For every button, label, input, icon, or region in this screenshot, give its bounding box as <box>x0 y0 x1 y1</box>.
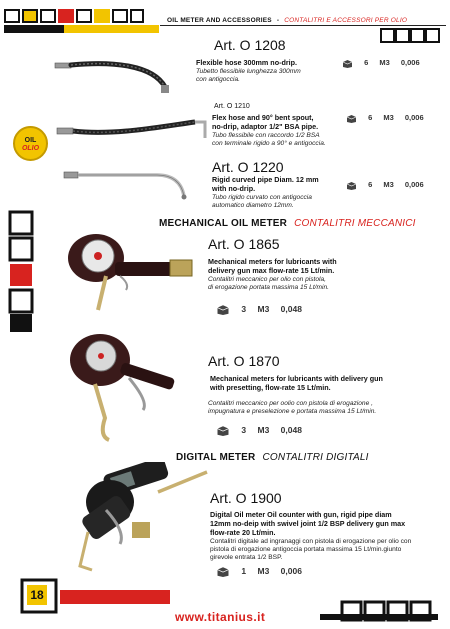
product-desc-en: no-drip, adaptor 1/2" BSA pipe. <box>212 122 319 131</box>
header-separator: - <box>276 17 280 24</box>
side-decor-boxes <box>8 210 38 335</box>
product-image-o1865 <box>60 232 195 312</box>
product-image-o1220 <box>62 158 192 203</box>
product-desc-it: con antigoccia. <box>196 76 240 83</box>
spec-weight: 0,006 <box>404 180 424 189</box>
product-spec <box>216 425 302 436</box>
product-desc-en: flow-rate 20 Lt/min. <box>210 528 276 537</box>
box-icon <box>216 425 230 436</box>
product-image-o1870 <box>65 332 195 442</box>
spec-qty: 6 <box>364 58 369 67</box>
header-title <box>167 17 407 24</box>
product-desc-en: Mechanical meters for lubricants with <box>208 257 337 266</box>
product-spec <box>346 113 424 123</box>
product-code: Art. O 1900 <box>210 490 282 506</box>
product-desc-it: con terminale rigido a 90° e antigoccia. <box>212 140 326 147</box>
section-title-it: CONTALITRI MECCANICI <box>294 218 416 229</box>
product-desc-en: delivery gun max flow-rate 15 Lt/min. <box>208 266 335 275</box>
product-desc-it: Contalitri digitale ad ingranaggi con pistola di erogazione per olio con <box>210 538 412 545</box>
badge-line-it: OLIO <box>21 145 40 152</box>
box-icon <box>346 114 357 123</box>
footer-website-link[interactable]: www.titanius.it <box>175 610 266 624</box>
spec-qty: 1 <box>241 566 247 576</box>
header-title-en: OIL METER AND ACCESSORIES <box>167 17 272 24</box>
spec-weight: 0,048 <box>280 425 302 435</box>
product-code: Art. O 1865 <box>208 236 280 252</box>
product-desc-en: with no-drip. <box>212 184 256 193</box>
spec-unit: M3 <box>379 58 390 67</box>
spec-unit: M3 <box>257 425 270 435</box>
product-desc-it: automatico diametro 12mm. <box>212 202 294 209</box>
product-desc-it: Contalitri meccanico per olio con pistola, <box>208 276 327 283</box>
box-icon <box>342 59 353 68</box>
spec-unit: M3 <box>383 113 394 122</box>
footer-red-bar <box>60 590 170 604</box>
spec-qty: 3 <box>241 425 247 435</box>
spec-qty: 6 <box>368 180 373 189</box>
product-code: Art. O 1870 <box>208 353 280 369</box>
product-spec <box>216 566 302 577</box>
footer-black-bar <box>320 614 438 620</box>
product-desc-en: Flex hose and 90° bent spout, <box>212 113 314 122</box>
product-desc-it: Tubo flessibile con raccordo 1/2 BSA <box>212 132 320 139</box>
product-desc-it: di erogazione portata massima 15 Lt/min. <box>208 284 329 291</box>
badge-line-en: OIL <box>24 137 37 144</box>
product-desc-en: Flexible hose 300mm no-drip. <box>196 58 298 67</box>
box-icon <box>346 181 357 190</box>
section-title-en: DIGITAL METER <box>176 452 256 463</box>
spec-weight: 0,006 <box>400 58 420 67</box>
section-title-it: CONTALITRI DIGITALI <box>262 452 369 463</box>
spec-weight: 0,006 <box>280 566 302 576</box>
product-desc-it: Tubetto flessibile lunghezza 300mm <box>196 68 301 75</box>
spec-qty: 6 <box>368 113 373 122</box>
product-code: Art. O 1220 <box>212 159 284 175</box>
product-desc-en: Digital Oil meter Oil counter with gun, rigid pipe diam <box>210 510 392 519</box>
box-icon <box>216 304 230 315</box>
product-desc-it: girevole entrata 1/2 BSP. <box>210 554 283 561</box>
header-divider <box>160 25 446 26</box>
product-desc-en: Rigid curved pipe Diam. 12 mm <box>212 175 319 184</box>
brand-logo-blocks <box>4 9 159 33</box>
product-desc-it: Tubo rigido curvato con antigoccia <box>212 194 312 201</box>
spec-weight: 0,048 <box>280 304 302 314</box>
spec-qty: 3 <box>241 304 247 314</box>
product-desc-en: with presetting, flow-rate 15 Lt/min. <box>210 383 331 392</box>
product-spec <box>342 58 420 68</box>
product-image-o1900 <box>62 462 212 574</box>
spec-unit: M3 <box>257 566 270 576</box>
box-icon <box>216 566 230 577</box>
product-code: Art. O 1210 <box>214 103 250 110</box>
spec-unit: M3 <box>383 180 394 189</box>
spec-weight: 0,006 <box>404 113 424 122</box>
product-image-o1208 <box>53 55 173 95</box>
product-desc-it: Contalitri meccanico per oolio con pistola di erogazione , <box>208 400 373 407</box>
product-desc-it: pistola di erogazione antigoccia portata massima 15 Lt/min.giunto <box>210 546 402 553</box>
page-number: 18 <box>27 585 47 605</box>
product-desc-en: 12mm no-deip with swivel joint 1/2 BSP delivery gun max <box>210 519 406 528</box>
product-spec <box>346 180 424 190</box>
spec-unit: M3 <box>257 304 270 314</box>
product-desc-it: impugnatura e preselezione e portata massima 15 Lt/min. <box>208 408 377 415</box>
section-title-en: MECHANICAL OIL METER <box>159 218 288 229</box>
oil-category-badge <box>13 126 48 161</box>
section-title-mechanical <box>159 218 416 229</box>
header-title-it: CONTALITRI E ACCESSORI PER OLIO <box>284 17 408 24</box>
product-spec <box>216 304 302 315</box>
product-image-o1210 <box>55 108 210 148</box>
product-desc-en: Mechanical meters for lubricants with delivery gun <box>210 374 383 383</box>
product-code: Art. O 1208 <box>214 37 286 53</box>
header-decor-boxes <box>380 28 442 44</box>
